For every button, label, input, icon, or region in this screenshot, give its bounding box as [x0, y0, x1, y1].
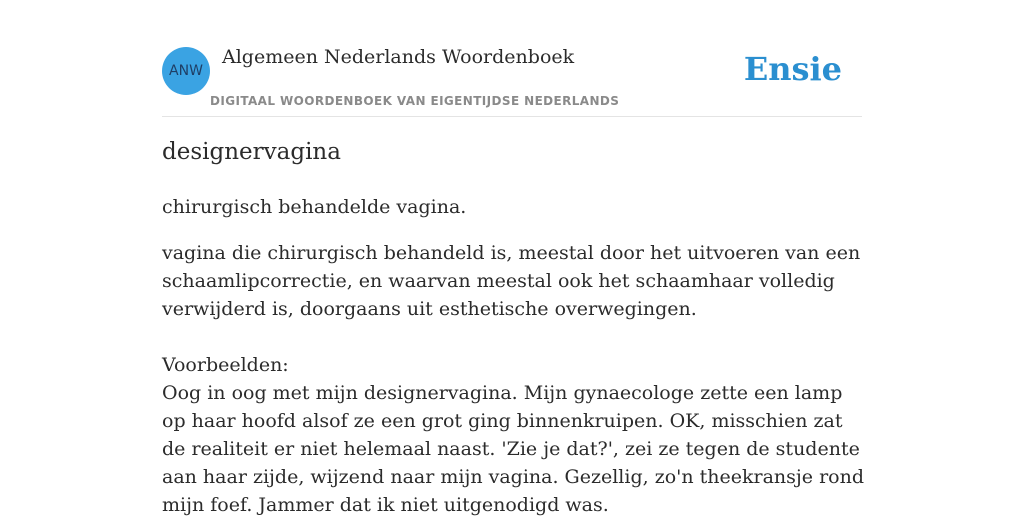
- site-header: [162, 0, 862, 117]
- logo-text: ANW: [169, 63, 203, 79]
- example-text: Oog in oog met mijn designervagina. Mijn gynaecologe zette een lamp op haar hoofd alsof ze een grot ging binnenkruipen. OK, misschien zat de realiteit er niet helemaal naast. 'Zie je dat?', zei ze tegen de studente aan haar zijde, wijzend naar mijn vagina. Gezellig, zo'n theekransje rond mijn foef. Jammer dat ik niet uitgenodigd was.: [162, 382, 865, 516]
- definition-text: vagina die chirurgisch behandeld is, meestal door het uitvoeren van een schaamlipcorrectie, en waarvan meestal ook het schaamhaar volledig verwijderd is, doorgaans uit esthetische overwegingen.: [162, 242, 861, 320]
- entry-title: designervagina: [162, 139, 341, 165]
- anw-logo[interactable]: [162, 47, 210, 95]
- site-subtitle: DIGITAAL WOORDENBOEK VAN EIGENTIJDSE NEDERLANDS: [210, 94, 620, 108]
- site-title[interactable]: Algemeen Nederlands Woordenboek: [222, 46, 575, 68]
- page-container: [162, 0, 865, 516]
- short-definition: chirurgisch behandelde vagina.: [162, 196, 467, 218]
- ensie-brand-link[interactable]: Ensie: [743, 50, 842, 88]
- examples-label: Voorbeelden:: [162, 354, 289, 376]
